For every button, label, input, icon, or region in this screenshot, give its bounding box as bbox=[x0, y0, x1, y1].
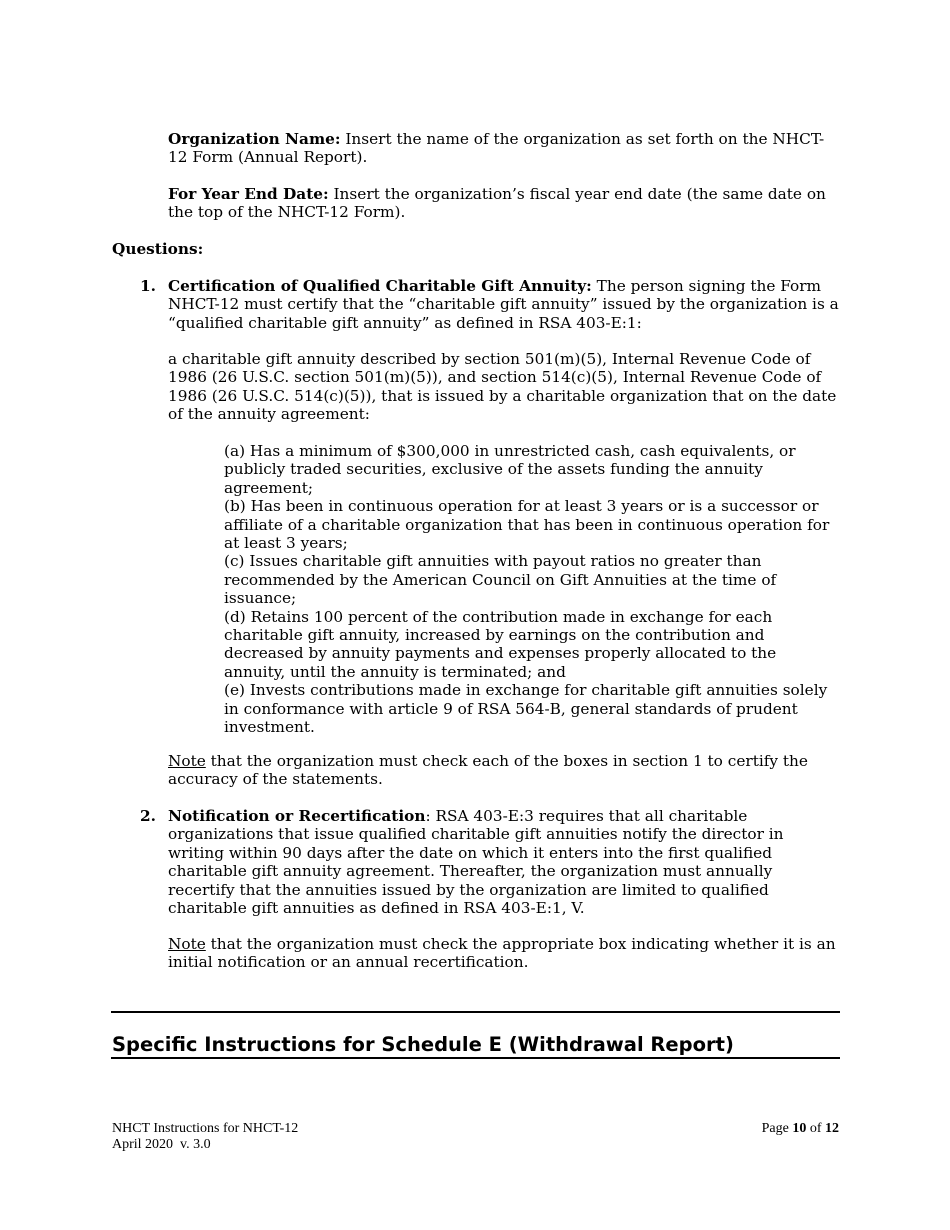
year-end-label: For Year End Date: bbox=[168, 185, 329, 203]
q1-note bbox=[168, 752, 840, 789]
q2-label: Notification or Recertification bbox=[168, 807, 426, 825]
page-of: of bbox=[806, 1121, 825, 1136]
q2-note-text: that the organization must check the appropriate box indicating whether it is an initial notification or an annual recertification. bbox=[168, 935, 836, 972]
section-top-rule bbox=[111, 1011, 840, 1013]
q2-number: 2. bbox=[140, 807, 156, 825]
org-name-text: Insert the name of the organization as set forth on the NHCT-12 Form (Annual Report). bbox=[168, 130, 825, 167]
section-title: Specific Instructions for Schedule E (Withdrawal Report) bbox=[112, 1033, 734, 1056]
criteria-item-c: (c) Issues charitable gift annuities with payout ratios no greater than recommended by the American Council on Gift Annuities at the time of issuance; bbox=[224, 552, 777, 608]
q1-definition: a charitable gift annuity described by section 501(m)(5), Internal Revenue Code of 1986 (26 U.S.C. section 501(m)(5)), and section 514(c)(5), Internal Revenue Code of 1986 (26 U.S.C. 514(c)(5)), that is issued by a charitable organization that on the date of the annuity agreement: bbox=[168, 350, 837, 424]
q2-text: : RSA 403-E:3 requires that all charitable organizations that issue qualified charitable gift annuities notify the director in writing within 90 days after the date on which it enters into the first qualified charitable gift annuity agreement. Thereafter, the organization must annually recertify that the annuities issued by the organization are limited to qualified charitable gift annuities as defined in RSA 403-E:1, V. bbox=[168, 807, 784, 918]
q2-note-word: Note bbox=[168, 935, 206, 953]
questions-heading: Questions: bbox=[112, 240, 204, 258]
footer-version: April 2020 v. 3.0 bbox=[112, 1137, 211, 1152]
q2-note bbox=[168, 935, 840, 972]
page-total: 12 bbox=[825, 1121, 839, 1136]
year-end-text: Insert the organization’s fiscal year end date (the same date on the top of the NHCT-12 Form). bbox=[168, 185, 826, 222]
section-bottom-rule bbox=[111, 1057, 840, 1059]
criteria-item-e: (e) Invests contributions made in exchange for charitable gift annuities solely in conformance with article 9 of RSA 564-B, general standards of prudent investment. bbox=[224, 681, 828, 737]
criteria-item-d: (d) Retains 100 percent of the contribution made in exchange for each charitable gift annuity, increased by earnings on the contribution and decreased by annuity payments and expenses properly allocated to the annuity, until the annuity is terminated; and bbox=[224, 607, 777, 681]
criteria-item-a: (a) Has a minimum of $300,000 in unrestricted cash, cash equivalents, or publicly traded securities, exclusive of the assets funding the annuity agreement; bbox=[224, 442, 796, 497]
page-current: 10 bbox=[792, 1121, 807, 1136]
q1-paragraph bbox=[168, 277, 840, 332]
page-prefix: Page bbox=[761, 1121, 793, 1136]
footer-doc-title: NHCT Instructions for NHCT-12 bbox=[112, 1121, 299, 1136]
page-number bbox=[762, 1121, 839, 1137]
q1-note-text: that the organization must check each of the boxes in section 1 to certify the accuracy of the statements. bbox=[168, 752, 808, 789]
q2-paragraph bbox=[168, 807, 840, 917]
footer-left bbox=[112, 1121, 298, 1153]
org-name-instruction bbox=[168, 130, 840, 167]
year-end-instruction bbox=[168, 185, 840, 222]
criteria-item-b: (b) Has been in continuous operation for at least 3 years or is a successor or affiliate of a charitable organization that has been in continuous operation for at least 3 years; bbox=[224, 497, 830, 553]
q1-text: The person signing the Form NHCT-12 must certify that the “charitable gift annuity” issued by the organization is a “qualified charitable gift annuity” as defined in RSA 403-E:1: bbox=[168, 277, 839, 332]
org-name-label: Organization Name: bbox=[168, 130, 341, 148]
q1-note-word: Note bbox=[168, 752, 206, 770]
q1-criteria-list bbox=[224, 442, 840, 737]
q1-label: Certification of Qualified Charitable Gift Annuity: bbox=[168, 277, 592, 295]
q1-number: 1. bbox=[140, 277, 156, 295]
